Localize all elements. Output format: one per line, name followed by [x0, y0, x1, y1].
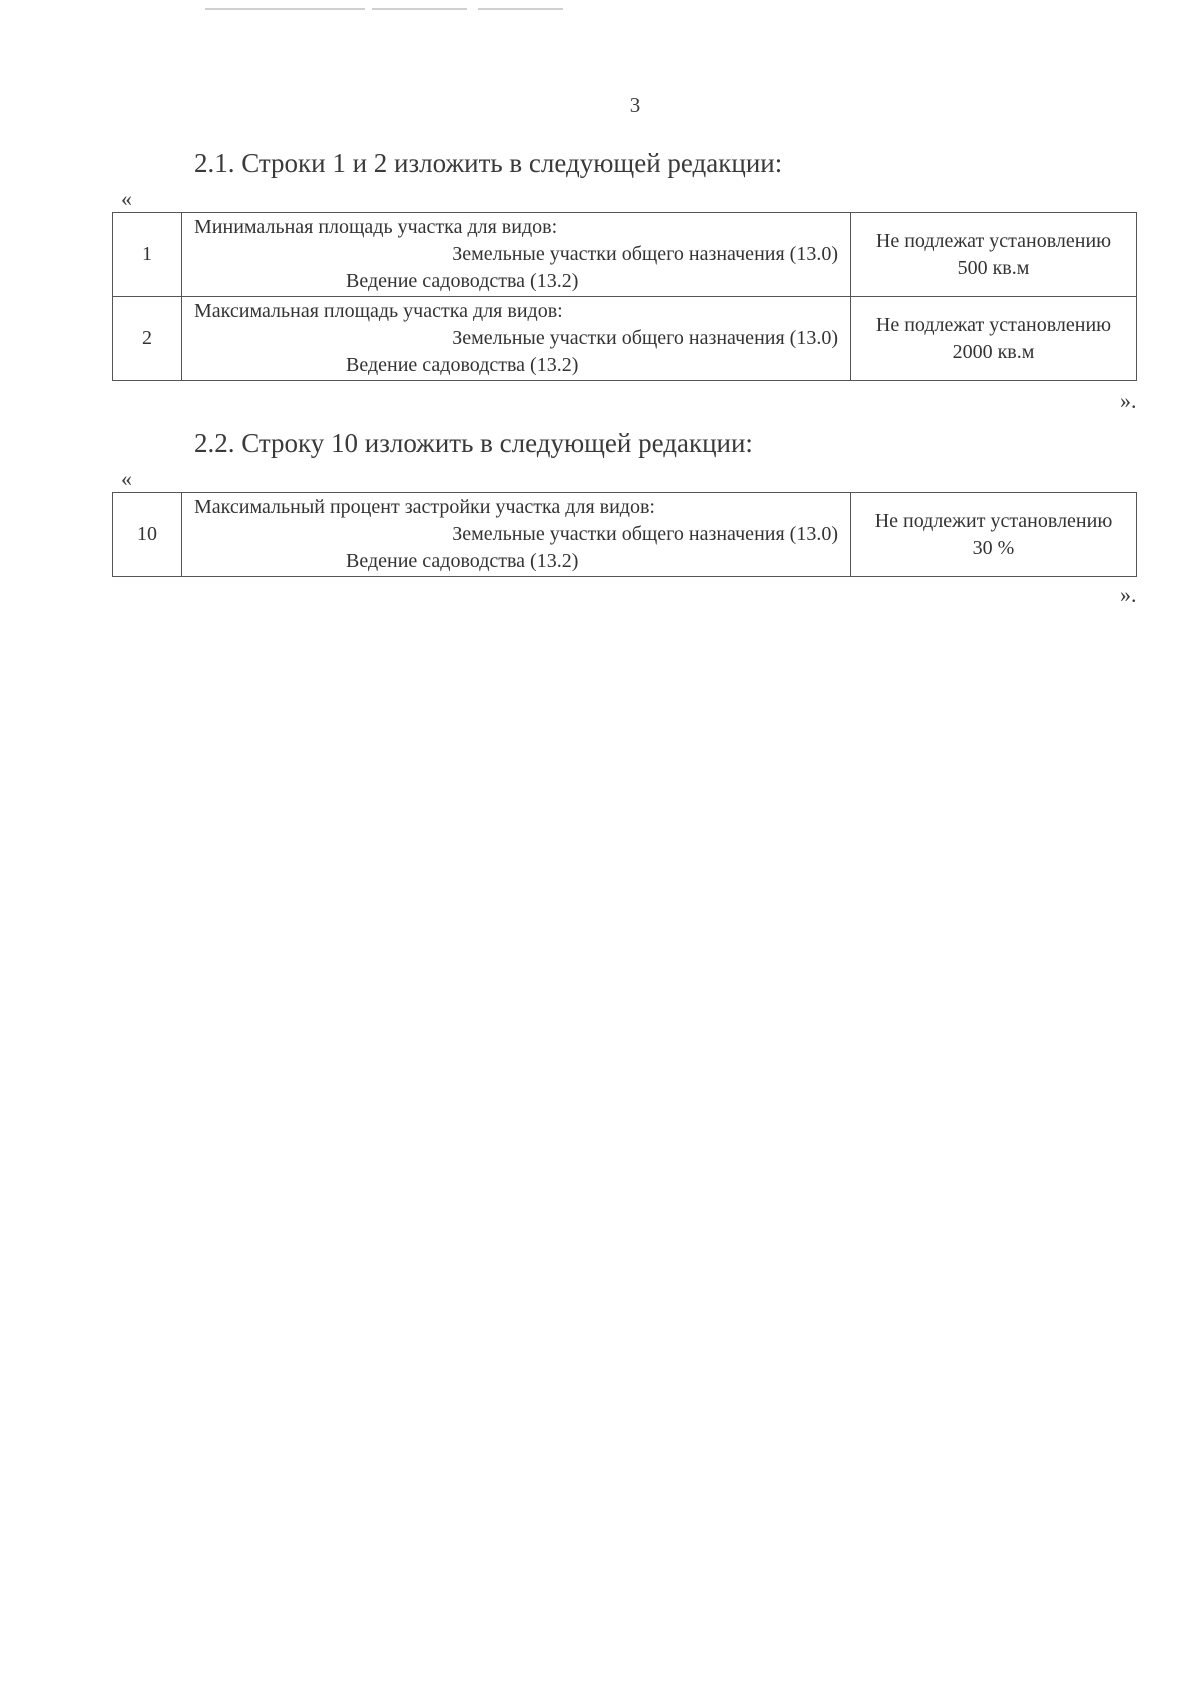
- scan-artifact: [372, 8, 467, 10]
- value-line: Не подлежат установлению: [875, 313, 1112, 336]
- row-value: [851, 297, 1137, 381]
- close-quote: ».: [1120, 388, 1137, 413]
- table-row: [113, 213, 1137, 297]
- value-line: 500 кв.м: [957, 256, 1030, 279]
- row-item: Земельные участки общего назначения (13.0): [452, 523, 838, 545]
- row-title: Максимальный процент застройки участка для видов:: [194, 496, 655, 518]
- row-title: Минимальная площадь участка для видов:: [194, 216, 558, 238]
- row-title: Максимальная площадь участка для видов:: [194, 300, 563, 322]
- row-value: [851, 493, 1137, 577]
- section-heading-2-1: 2.1. Строки 1 и 2 изложить в следующей редакции:: [194, 148, 783, 178]
- section-heading-2-2: 2.2. Строку 10 изложить в следующей редакции:: [194, 428, 753, 458]
- row-description: [182, 493, 851, 577]
- table-section-2-1: [112, 212, 1137, 381]
- table-section-2-2: [112, 492, 1137, 577]
- row-description: [182, 213, 851, 297]
- row-description: [182, 297, 851, 381]
- close-quote: ».: [1120, 582, 1137, 607]
- row-number: 1: [113, 213, 182, 297]
- row-item: Земельные участки общего назначения (13.0): [452, 243, 838, 265]
- row-item: Ведение садоводства (13.2): [346, 550, 579, 572]
- scan-artifact: [205, 8, 365, 10]
- row-value: [851, 213, 1137, 297]
- value-line: Не подлежит установлению: [874, 509, 1113, 532]
- value-line: Не подлежат установлению: [875, 229, 1112, 252]
- table-row: [113, 297, 1137, 381]
- table-row: [113, 493, 1137, 577]
- value-line: 30 %: [972, 536, 1015, 559]
- open-quote: «: [121, 186, 132, 211]
- value-line: 2000 кв.м: [952, 340, 1035, 363]
- page-number: 3: [629, 93, 641, 117]
- row-item: Ведение садоводства (13.2): [346, 270, 579, 292]
- row-item: Земельные участки общего назначения (13.0): [452, 327, 838, 349]
- row-item: Ведение садоводства (13.2): [346, 354, 579, 376]
- scan-artifact: [478, 8, 563, 10]
- row-number: 10: [113, 493, 182, 577]
- row-number: 2: [113, 297, 182, 381]
- open-quote: «: [121, 466, 132, 491]
